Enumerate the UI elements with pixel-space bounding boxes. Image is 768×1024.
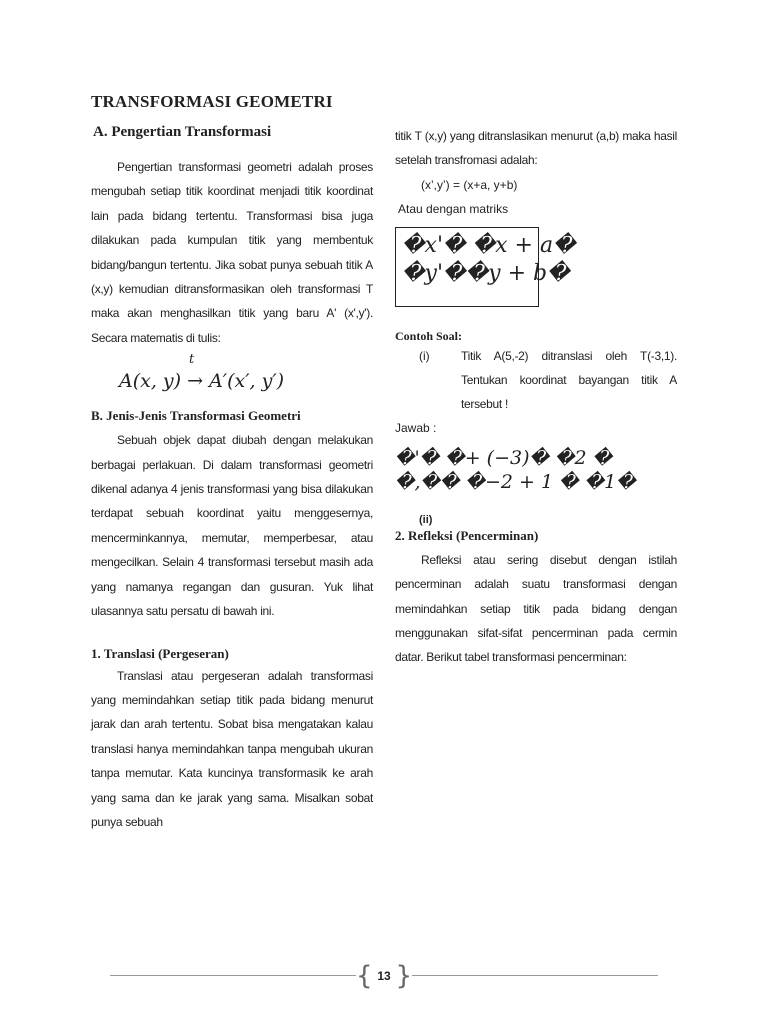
contoh-item-2-number: (ii) [419, 513, 433, 526]
section-a-paragraph: Pengertian transformasi geometri adalah proses mengubah setiap titik koordinat menjadi titik koordinat lain pada bidang tertentu. Transformasi bisa juga dilakukan pada kumpulan titik yang membentuk bidang/bangun tertentu. Jika sobat punya sebuah titik A (x,y) kemudian ditransformasikan oleh transformasi T maka akan menghasilkan titik yang baru A' (x',y'). Secara matematis di tulis: [91, 160, 373, 345]
refleksi-heading: 2. Refleksi (Pencerminan) [395, 527, 539, 543]
formula-t-label: t [189, 352, 195, 368]
left-column [91, 92, 373, 834]
answer-matrix [395, 446, 636, 496]
translasi-paragraph: Translasi atau pergeseran adalah transformasi yang memindahkan setiap titik pada bidang menurut jarak dan arah tertentu. Sobat bisa mengatakan kalau translasi hanya memindahkan tanpa mengubah ukuran tanpa memutar. Kata kuncinya transformasik ke arah yang sama dan ke jarak yang sama. Misalkan sobat punya sebuah [91, 668, 373, 829]
section-a-heading: A. Pengertian Transformasi [93, 124, 272, 140]
matrix-row-2: �y'��y + b� [402, 260, 570, 286]
left-brace-ornament: { [356, 961, 373, 991]
answer-row-2: �,�� �−2 + 1 � �1� [395, 470, 636, 493]
formula-expression: A(x, y) → A′(x′, y′) [119, 370, 285, 393]
page-number: 13 [377, 969, 391, 983]
translasi-heading: 1. Translasi (Pergeseran) [91, 645, 229, 661]
contoh-item-1-number: (i) [419, 348, 430, 363]
translation-matrix [395, 227, 576, 307]
translation-equation: (x’,y’) = (x+a, y+b) [421, 177, 518, 192]
translasi-continued: titik T (x,y) yang ditranslasikan menurut (a,b) maka hasil setelah transfromasi adalah: [395, 129, 677, 168]
matrix-row-1: �x'� �x + a� [402, 232, 576, 258]
transformation-formula [119, 352, 373, 396]
contoh-heading: Contoh Soal: [395, 328, 463, 343]
section-b-paragraph: Sebuah objek dapat diubah dengan melakukan berbagai perlakuan. Di dalam transformasi geometri dikenal adanya 4 jenis transformasi yang bisa dilakukan terdapat sebuah koordinat yaitu menggesernya, mencerminkannya, memutar, memperbesar, atau mengecilkan. Selain 4 transformasi tersebut masih ada yang namanya regangan dan gusuran. Yuk lihat ulasannya satu persatu di bawah ini. [91, 433, 373, 619]
refleksi-paragraph: Refleksi atau sering disebut dengan istilah pencerminan adalah suatu transformasi dengan memindahkan setiap titik pada bidang dengan menggunakan sifat-sifat pencerminan pada cermin datar. Berikut tabel transformasi pencerminan: [395, 552, 677, 665]
right-brace-ornament: } [395, 961, 412, 991]
contoh-item-1-text: Titik A(5,-2) ditranslasi oleh T(-3,1). Tentukan koordinat bayangan titik A tersebut ! [461, 348, 677, 411]
answer-row-1: �'� �+ (−3)� �2 � [395, 446, 613, 469]
section-b-heading: B. Jenis-Jenis Transformasi Geometri [91, 408, 301, 424]
page-title: TRANSFORMASI GEOMETRI [91, 92, 333, 111]
contoh-item-1 [395, 344, 677, 416]
footer-line-right [412, 975, 658, 976]
right-column [395, 124, 677, 670]
matrix-intro: Atau dengan matriks [398, 201, 509, 216]
footer-line-left [110, 975, 356, 976]
jawab-label: Jawab : [395, 420, 437, 435]
page-number-box [356, 962, 412, 990]
